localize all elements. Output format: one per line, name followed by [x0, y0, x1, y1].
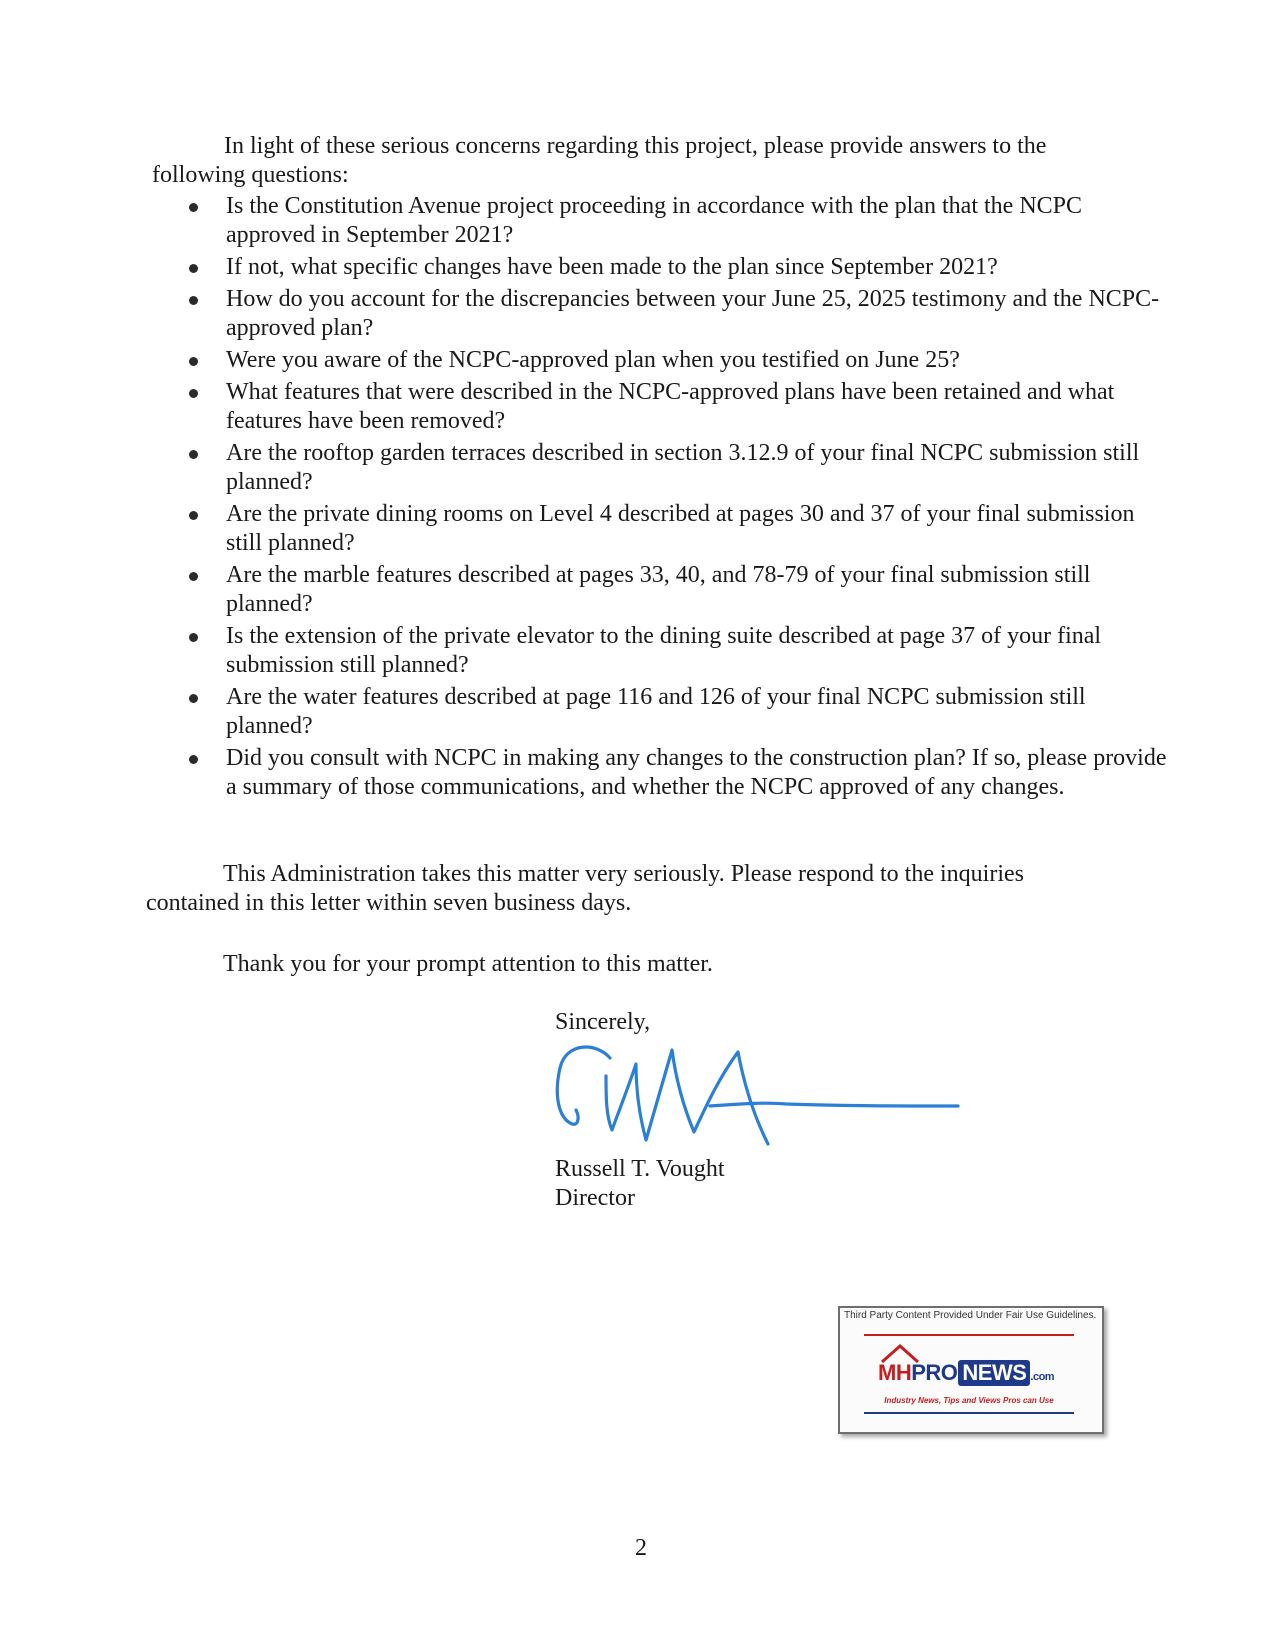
closing-paragraph — [146, 860, 1146, 918]
logo-mh: MH — [878, 1360, 912, 1385]
closing-line-1: This Administration takes this matter very seriously. Please respond to the inquiries — [223, 861, 1024, 887]
watermark-caption: Third Party Content Provided Under Fair Use Guidelines. — [844, 1310, 1097, 1321]
questions-list — [150, 192, 1170, 805]
thanks-paragraph: Thank you for your prompt attention to this matter. — [223, 951, 713, 977]
question-text: What features that were described in the NCPC-approved plans have been retained and what features have been removed? — [226, 379, 1115, 434]
mhpronews-logo — [878, 1360, 1054, 1386]
question-text: Are the marble features described at pages 33, 40, and 78-79 of your final submission still planned? — [226, 562, 1091, 617]
question-text: Are the rooftop garden terraces described in section 3.12.9 of your final NCPC submission still planned? — [226, 440, 1140, 495]
signer-title: Director — [555, 1185, 635, 1211]
bullet-icon — [189, 264, 198, 273]
bullet-icon — [189, 755, 198, 764]
bullet-icon — [189, 357, 198, 366]
list-item — [150, 683, 1170, 741]
bullet-icon — [189, 203, 198, 212]
list-item — [150, 622, 1170, 680]
question-text: Is the Constitution Avenue project proceeding in accordance with the plan that the NCPC approved in September 2021? — [226, 193, 1083, 248]
logo-pro: PRO — [911, 1360, 958, 1385]
bullet-icon — [189, 572, 198, 581]
list-item — [150, 378, 1170, 436]
bullet-icon — [189, 633, 198, 642]
watermark-rule-top — [864, 1334, 1074, 1336]
list-item — [150, 346, 1170, 375]
bullet-icon — [189, 450, 198, 459]
question-text: Were you aware of the NCPC-approved plan when you testified on June 25? — [226, 347, 960, 373]
question-text: Did you consult with NCPC in making any changes to the construction plan? If so, please provide a summary of those communications, and whether the NCPC approved of any changes. — [226, 745, 1167, 800]
question-text: Are the private dining rooms on Level 4 described at pages 30 and 37 of your final submission still planned? — [226, 501, 1135, 556]
list-item — [150, 500, 1170, 558]
intro-line-2: following questions: — [152, 162, 349, 188]
page-number: 2 — [635, 1535, 647, 1561]
bullet-icon — [189, 694, 198, 703]
handwritten-signature — [548, 1036, 968, 1154]
watermark-tagline: Industry News, Tips and Views Pros can Use — [884, 1396, 1054, 1405]
logo-com: .com — [1030, 1371, 1055, 1383]
list-item — [150, 744, 1170, 802]
question-text: If not, what specific changes have been made to the plan since September 2021? — [226, 254, 998, 280]
list-item — [150, 439, 1170, 497]
question-text: Are the water features described at page 116 and 126 of your final NCPC submission still planned? — [226, 684, 1086, 739]
bullet-icon — [189, 296, 198, 305]
fair-use-watermark — [838, 1306, 1104, 1434]
question-text: Is the extension of the private elevator to the dining suite described at page 37 of your final submission still planned? — [226, 623, 1102, 678]
bullet-icon — [189, 389, 198, 398]
list-item — [150, 253, 1170, 282]
signer-name: Russell T. Vought — [555, 1156, 725, 1182]
intro-paragraph — [152, 132, 1152, 190]
list-item — [150, 561, 1170, 619]
list-item — [150, 192, 1170, 250]
bullet-icon — [189, 511, 198, 520]
watermark-rule-bottom — [864, 1412, 1074, 1414]
intro-line-1: In light of these serious concerns regarding this project, please provide answers to the — [224, 133, 1047, 159]
logo-news: NEWS — [958, 1360, 1030, 1386]
salutation: Sincerely, — [555, 1009, 651, 1035]
list-item — [150, 285, 1170, 343]
closing-line-2: contained in this letter within seven business days. — [146, 890, 632, 916]
question-text: How do you account for the discrepancies between your June 25, 2025 testimony and the NCPC-approved plan? — [226, 286, 1160, 341]
